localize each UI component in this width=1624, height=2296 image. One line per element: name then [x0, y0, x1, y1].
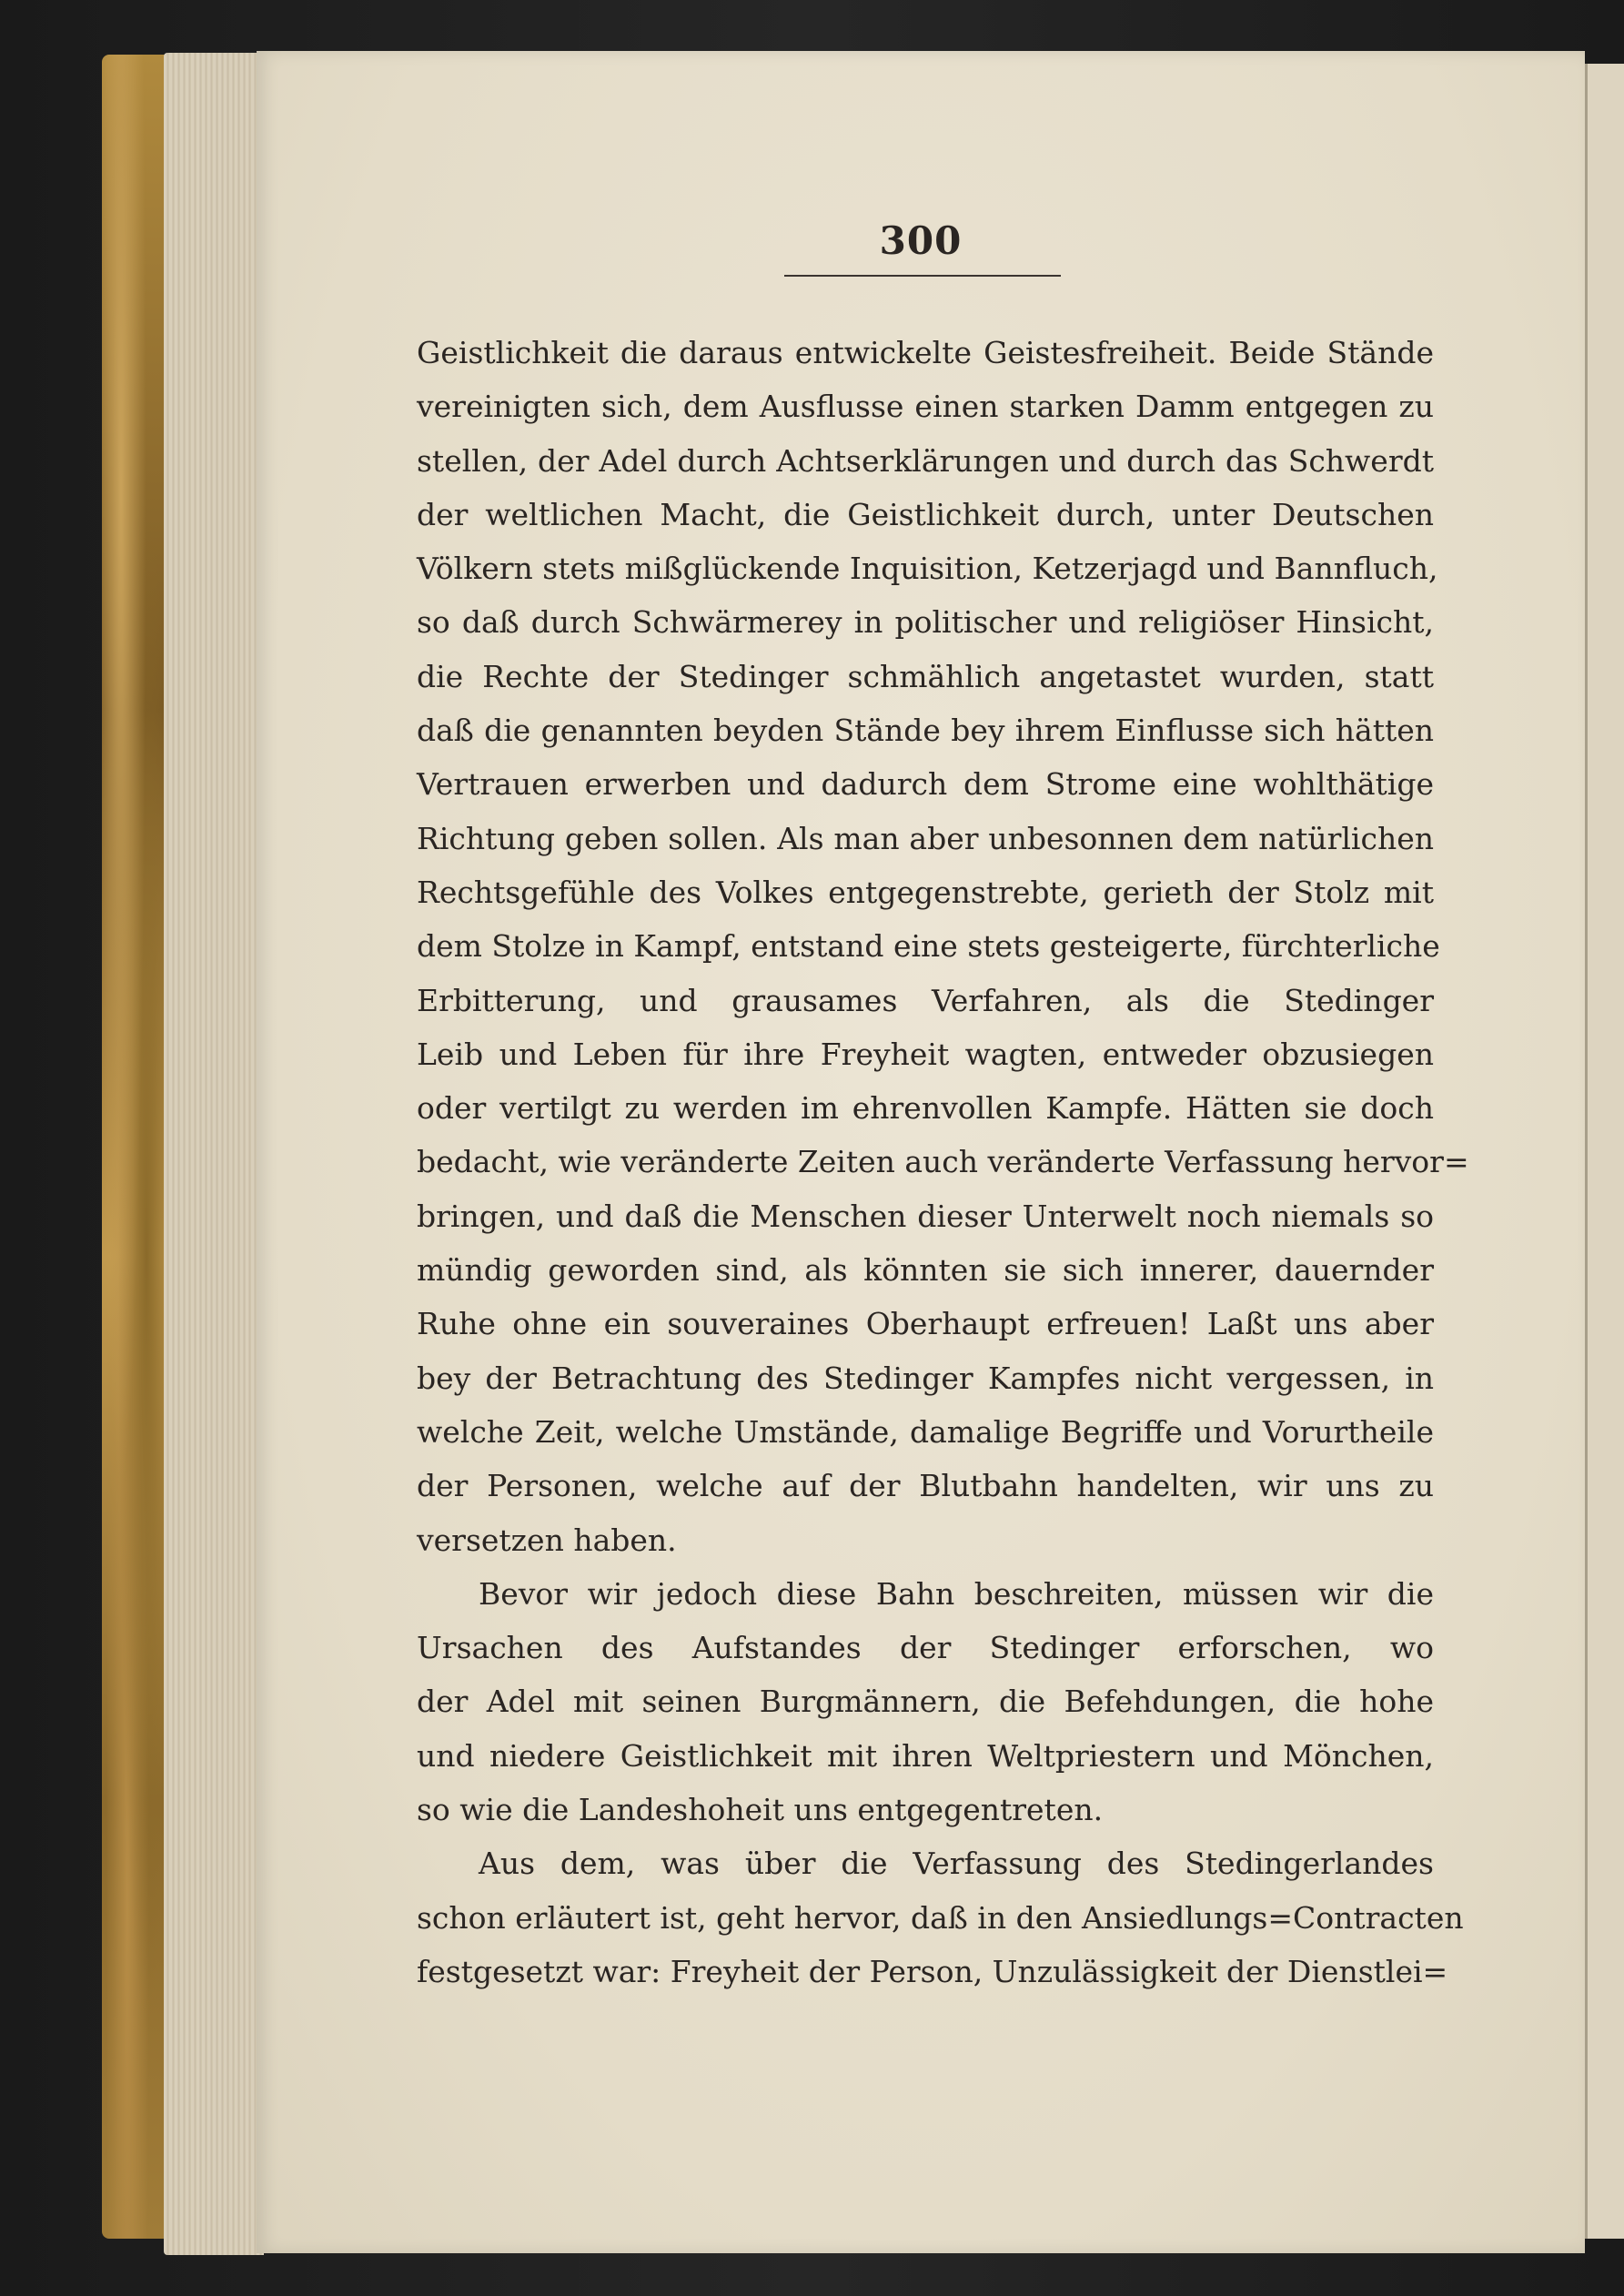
text-line: so wie die Landeshoheit uns entgegentreten.	[417, 1792, 1104, 1828]
text-line: Ursachen des Aufstandes der Stedinger erforschen, wo	[417, 1630, 1434, 1666]
text-line: und niedere Geistlichkeit mit ihren Weltpriestern und Mönchen,	[417, 1737, 1434, 1774]
text-line: Geistlichkeit die daraus entwickelte Geistesfreiheit. Beide Stände	[417, 335, 1434, 370]
text-line: bey der Betrachtung des Stedinger Kampfes nicht vergessen, in	[417, 1360, 1434, 1396]
text-line: mündig geworden sind, als könnten sie sich innerer, dauernder	[417, 1252, 1434, 1289]
page-number: 300	[879, 218, 963, 263]
text-line: Aus dem, was über die Verfassung des Stedingerlandes	[479, 1846, 1434, 1882]
text-line: schon erläutert ist, geht hervor, daß in den Ansiedlungs=Contracten	[417, 1899, 1464, 1936]
facing-page-edge	[1585, 64, 1624, 2239]
text-line: so daß durch Schwärmerey in politischer und religiöser Hinsicht,	[417, 604, 1434, 641]
text-line: der Personen, welche auf der Blutbahn handelten, wir uns zu	[417, 1468, 1434, 1504]
text-line: Rechtsgefühle des Volkes entgegenstrebte, gerieth der Stolz mit	[417, 874, 1434, 910]
marbled-book-edge	[102, 55, 166, 2239]
text-line: stellen, der Adel durch Achtserklärungen und durch das Schwerdt	[417, 442, 1434, 479]
text-line: vereinigten sich, dem Ausflusse einen starken Damm entgegen zu	[417, 389, 1434, 425]
text-line: versetzen haben.	[417, 1522, 677, 1558]
text-line: der Adel mit seinen Burgmännern, die Befehdungen, die hohe	[417, 1684, 1434, 1720]
text-line: der weltlichen Macht, die Geistlichkeit durch, unter Deutschen	[417, 496, 1434, 532]
text-line: Völkern stets mißglückende Inquisition, Ketzerjagd und Bannfluch,	[417, 551, 1438, 587]
text-line: daß die genannten beyden Stände bey ihrem Einflusse sich hätten	[417, 713, 1434, 749]
text-line: oder vertilgt zu werden im ehrenvollen Kampfe. Hätten sie doch	[417, 1090, 1434, 1127]
text-line: bringen, und daß die Menschen dieser Unterwelt noch niemals so	[417, 1198, 1434, 1234]
text-line: welche Zeit, welche Umstände, damalige Begriffe und Vorurtheile	[417, 1413, 1434, 1450]
text-line: Richtung geben sollen. Als man aber unbesonnen dem natürlichen	[417, 820, 1434, 856]
text-line: Ruhe ohne ein souveraines Oberhaupt erfreuen! Laßt uns aber	[417, 1306, 1434, 1342]
header-rule	[784, 275, 1061, 277]
text-line: Vertrauen erwerben und dadurch dem Strome eine wohlthätige	[417, 766, 1434, 803]
text-line: festgesetzt war: Freyheit der Person, Unzulässigkeit der Dienstlei=	[417, 1953, 1448, 1989]
text-line: dem Stolze in Kampf, entstand eine stets gesteigerte, fürchterliche	[417, 928, 1440, 965]
text-line: Leib und Leben für ihre Freyheit wagten, entweder obzusiegen	[417, 1036, 1434, 1072]
text-line: Erbitterung, und grausames Verfahren, als die Stedinger	[417, 982, 1434, 1018]
page-stack-edges	[164, 53, 264, 2255]
text-line: Bevor wir jedoch diese Bahn beschreiten, müssen wir die	[479, 1575, 1434, 1612]
body-text	[417, 326, 1469, 1998]
text-line: bedacht, wie veränderte Zeiten auch veränderte Verfassung hervor=	[417, 1144, 1469, 1180]
text-line: die Rechte der Stedinger schmählich angetastet wurden, statt	[417, 658, 1434, 694]
